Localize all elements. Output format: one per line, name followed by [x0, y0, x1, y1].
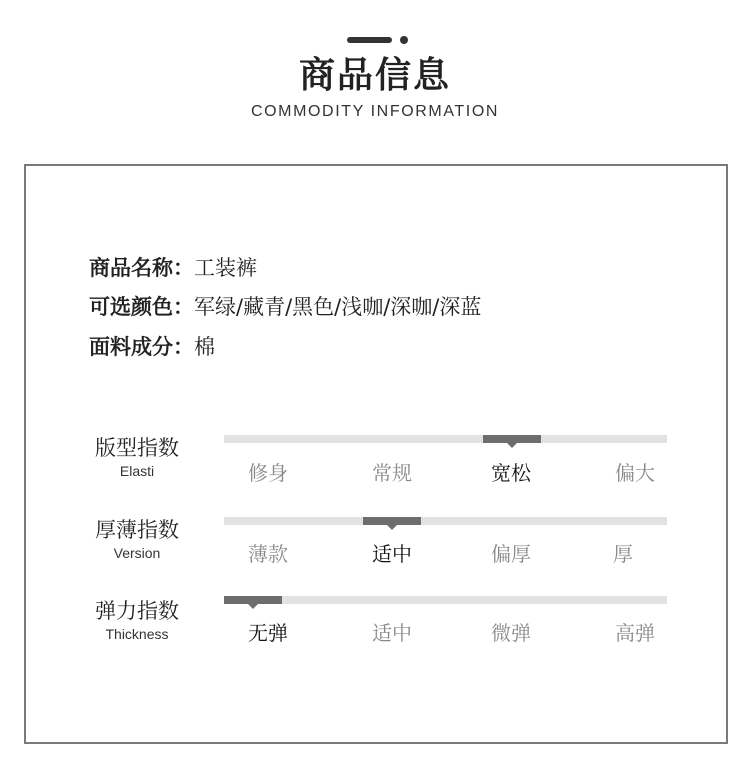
metric-label-elasticity: [88, 597, 186, 643]
info-label: 商品名称：: [89, 256, 194, 280]
metric-option: 偏大: [615, 461, 655, 485]
metric-track-thickness: [224, 517, 667, 525]
metric-marker: [224, 596, 282, 604]
info-row-colors: [89, 292, 481, 322]
info-value: 工装裤: [194, 256, 257, 280]
metric-track-fit: [224, 435, 667, 443]
metric-marker: [483, 435, 541, 443]
info-value: 棉: [194, 335, 215, 359]
metric-label-fit: [88, 434, 186, 480]
info-label: 可选颜色：: [89, 295, 194, 319]
metric-option: 适中: [372, 542, 412, 566]
header-decoration-bar: [347, 37, 392, 43]
section-subtitle: COMMODITY INFORMATION: [250, 103, 500, 120]
metric-option: 无弹: [248, 621, 288, 645]
info-value: 军绿/藏青/黑色/浅咖/深咖/深蓝: [194, 295, 482, 319]
metric-option: 高弹: [615, 621, 655, 645]
info-row-fabric: [89, 332, 215, 362]
metric-label-thickness: [88, 516, 186, 562]
metric-option: 适中: [372, 621, 412, 645]
metric-title: 版型指数: [95, 436, 179, 460]
section-title: 商品信息: [298, 55, 451, 96]
metric-subtitle: Elasti: [119, 463, 155, 479]
metric-option: 宽松: [491, 461, 531, 485]
metric-option: 厚: [613, 542, 633, 566]
metric-option: 修身: [248, 461, 288, 485]
metric-subtitle: Thickness: [105, 626, 169, 642]
info-label: 面料成分：: [89, 335, 194, 359]
metric-title: 弹力指数: [95, 599, 179, 623]
metric-marker: [363, 517, 421, 525]
info-row-name: [89, 253, 257, 283]
metric-subtitle: Version: [113, 545, 161, 561]
metric-option: 薄款: [248, 542, 288, 566]
metric-track-elasticity: [224, 596, 667, 604]
header-decoration-dot: [400, 36, 408, 44]
metric-option: 偏厚: [491, 542, 531, 566]
metric-title: 厚薄指数: [95, 518, 179, 542]
metric-option: 微弹: [491, 621, 531, 645]
metric-option: 常规: [372, 461, 412, 485]
